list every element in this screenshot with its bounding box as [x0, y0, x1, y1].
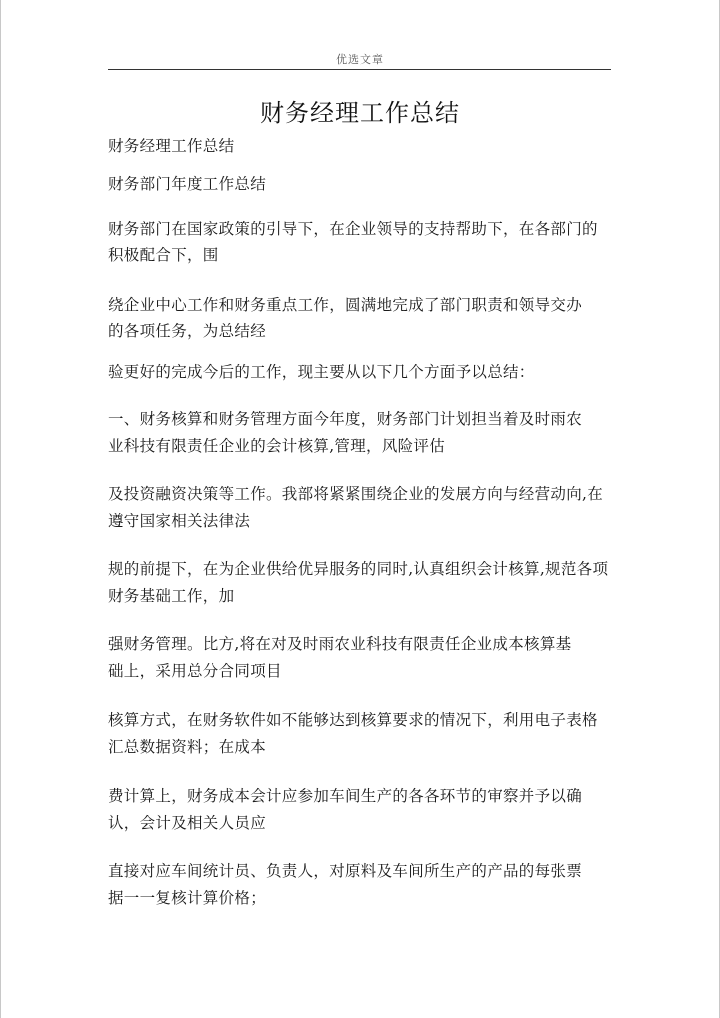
body-line: 遵守国家相关法律法 — [108, 512, 251, 530]
body-line: 础上，采用总分合同项目 — [108, 662, 282, 680]
body-line: 核算方式，在财务软件如不能够达到核算要求的情况下，利用电子表格 — [108, 711, 598, 729]
body-line: 财务部门年度工作总结 — [108, 175, 267, 193]
body-line: 及投资融资决策等工作。我部将紧紧围绕企业的发展方向与经营动向,在 — [108, 485, 604, 503]
body-line: 积极配合下，围 — [108, 246, 219, 264]
body-line: 规的前提下，在为企业供给优异服务的同时,认真组织会计核算,规范各项 — [108, 560, 609, 578]
page-left-edge — [0, 0, 1, 1018]
body-line: 据一一复核计算价格； — [108, 889, 267, 907]
body-line: 强财务管理。比方,将在对及时雨农业科技有限责任企业成本核算基 — [108, 635, 572, 653]
body-line: 绕企业中心工作和财务重点工作，圆满地完成了部门职责和领导交办 — [108, 296, 583, 314]
body-line: 直接对应车间统计员、负责人，对原料及车间所生产的产品的每张票 — [108, 862, 583, 880]
body-line: 的各项任务，为总结经 — [108, 322, 267, 340]
body-line: 一、财务核算和财务管理方面今年度，财务部门计划担当着及时雨农 — [108, 410, 583, 428]
body-line: 验更好的完成今后的工作，现主要从以下几个方面予以总结： — [108, 363, 535, 381]
page-header: 优选文章 — [336, 53, 384, 66]
header-divider — [108, 69, 611, 70]
body-line: 汇总数据资料；在成本 — [108, 738, 267, 756]
body-line: 费计算上，财务成本会计应参加车间生产的各各环节的审察并予以确 — [108, 787, 583, 805]
body-line: 业科技有限责任企业的会计核算,管理，风险评估 — [108, 437, 446, 455]
document-title: 财务经理工作总结 — [260, 99, 460, 127]
body-line: 认，会计及相关人员应 — [108, 814, 267, 832]
body-line: 财务部门在国家政策的引导下，在企业领导的支持帮助下，在各部门的 — [108, 220, 598, 238]
body-line: 财务经理工作总结 — [108, 137, 235, 155]
body-line: 财务基础工作，加 — [108, 587, 235, 605]
